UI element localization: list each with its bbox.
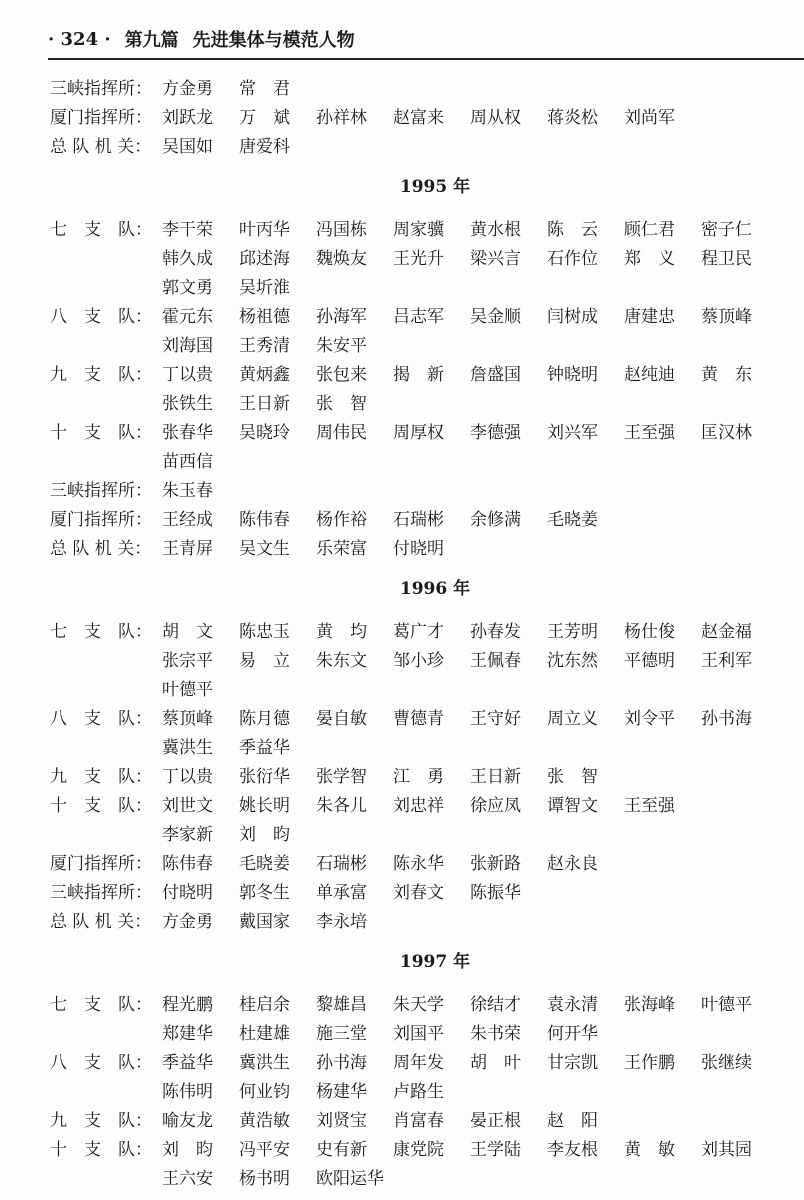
part-title: 先进集体与模范人物 bbox=[192, 30, 355, 51]
person-name: 张宗平 bbox=[162, 651, 213, 671]
person-name: 唐建忠 bbox=[624, 307, 675, 327]
person-name: 陈伟春 bbox=[239, 510, 290, 530]
name-list bbox=[162, 303, 778, 332]
name-list bbox=[162, 216, 778, 245]
person-name: 冯平安 bbox=[239, 1140, 290, 1160]
person-name: 赵富来 bbox=[393, 108, 444, 128]
person-name: 程光鹏 bbox=[162, 995, 213, 1015]
person-name: 郑建华 bbox=[162, 1024, 213, 1044]
person-name: 苗西信 bbox=[162, 452, 213, 472]
person-name: 刘忠祥 bbox=[393, 796, 444, 816]
person-name: 葛广才 bbox=[393, 622, 444, 642]
person-name: 杨作裕 bbox=[316, 510, 367, 530]
honor-roll bbox=[50, 75, 790, 1194]
person-name: 冀洪生 bbox=[239, 1053, 290, 1073]
person-name: 丁以贵 bbox=[162, 365, 213, 385]
name-list bbox=[162, 908, 393, 937]
person-name: 李友根 bbox=[547, 1140, 598, 1160]
roster-row bbox=[50, 991, 790, 1020]
person-name: 张铁生 bbox=[162, 394, 213, 414]
person-name: 张 智 bbox=[547, 767, 598, 787]
roster-row bbox=[50, 361, 790, 390]
person-name: 易 立 bbox=[239, 651, 290, 671]
person-name: 王六安 bbox=[162, 1169, 213, 1189]
person-name: 朱天学 bbox=[393, 995, 444, 1015]
roster-row bbox=[50, 216, 790, 245]
roster-row bbox=[50, 1136, 790, 1165]
person-name: 胡 叶 bbox=[470, 1053, 521, 1073]
person-name: 王日新 bbox=[470, 767, 521, 787]
name-list bbox=[162, 419, 778, 448]
person-name: 黄 敏 bbox=[624, 1140, 675, 1160]
unit-label: 三峡指挥所： bbox=[50, 883, 152, 903]
person-name: 石瑞彬 bbox=[316, 854, 367, 874]
person-name: 刘贤宝 bbox=[316, 1111, 367, 1131]
person-name: 张继续 bbox=[701, 1053, 752, 1073]
person-name: 陈伟春 bbox=[162, 854, 213, 874]
person-name: 石作位 bbox=[547, 249, 598, 269]
person-name: 吴金顺 bbox=[470, 307, 521, 327]
person-name: 刘春文 bbox=[393, 883, 444, 903]
roster-row bbox=[50, 104, 790, 133]
person-name: 朱安平 bbox=[316, 336, 367, 356]
roster-row bbox=[50, 1078, 790, 1107]
unit-label: 总 队 机 关： bbox=[50, 912, 152, 932]
roster-row bbox=[50, 303, 790, 332]
person-name: 付晓明 bbox=[162, 883, 213, 903]
name-list bbox=[162, 477, 239, 506]
person-name: 刘 昀 bbox=[239, 825, 290, 845]
name-list bbox=[162, 535, 470, 564]
roster-row bbox=[50, 821, 790, 850]
name-list bbox=[162, 1165, 393, 1194]
person-name: 闫树成 bbox=[547, 307, 598, 327]
person-name: 刘海国 bbox=[162, 336, 213, 356]
name-list bbox=[162, 133, 316, 162]
person-name: 王经成 bbox=[162, 510, 213, 530]
roster-row bbox=[50, 734, 790, 763]
person-name: 韩久成 bbox=[162, 249, 213, 269]
unit-label: 总 队 机 关： bbox=[50, 539, 152, 559]
person-name: 吴国如 bbox=[162, 137, 213, 157]
person-name: 赵永良 bbox=[547, 854, 598, 874]
name-list bbox=[162, 763, 624, 792]
person-name: 方金勇 bbox=[162, 79, 213, 99]
name-list bbox=[162, 1020, 624, 1049]
person-name: 袁永清 bbox=[547, 995, 598, 1015]
person-name: 徐结才 bbox=[470, 995, 521, 1015]
person-name: 孙海军 bbox=[316, 307, 367, 327]
person-name: 陈永华 bbox=[393, 854, 444, 874]
person-name: 郭冬生 bbox=[239, 883, 290, 903]
person-name: 吕志军 bbox=[393, 307, 444, 327]
roster-row bbox=[50, 792, 790, 821]
person-name: 刘其园 bbox=[701, 1140, 752, 1160]
person-name: 揭 新 bbox=[393, 365, 444, 385]
person-name: 陈振华 bbox=[470, 883, 521, 903]
person-name: 周家骥 bbox=[393, 220, 444, 240]
person-name: 李永培 bbox=[316, 912, 367, 932]
person-name: 黎雄昌 bbox=[316, 995, 367, 1015]
person-name: 王光升 bbox=[393, 249, 444, 269]
person-name: 蔡顶峰 bbox=[162, 709, 213, 729]
person-name: 吴圻淮 bbox=[239, 278, 290, 298]
name-list bbox=[162, 705, 778, 734]
roster-row bbox=[50, 676, 790, 705]
name-list bbox=[162, 332, 393, 361]
person-name: 甘宗凯 bbox=[547, 1053, 598, 1073]
person-name: 黄 均 bbox=[316, 622, 367, 642]
unit-label: 七 支 队： bbox=[50, 220, 152, 240]
person-name: 张海峰 bbox=[624, 995, 675, 1015]
person-name: 孙春发 bbox=[470, 622, 521, 642]
person-name: 周立义 bbox=[547, 709, 598, 729]
name-list bbox=[162, 850, 624, 879]
person-name: 吴文生 bbox=[239, 539, 290, 559]
unit-label: 十 支 队： bbox=[50, 1140, 152, 1160]
person-name: 王日新 bbox=[239, 394, 290, 414]
person-name: 王守好 bbox=[470, 709, 521, 729]
person-name: 施三堂 bbox=[316, 1024, 367, 1044]
person-name: 冀洪生 bbox=[162, 738, 213, 758]
person-name: 胡 文 bbox=[162, 622, 213, 642]
person-name: 沈东然 bbox=[547, 651, 598, 671]
person-name: 王秀清 bbox=[239, 336, 290, 356]
person-name: 蔡顶峰 bbox=[701, 307, 752, 327]
unit-label: 七 支 队： bbox=[50, 622, 152, 642]
person-name: 江 勇 bbox=[393, 767, 444, 787]
person-name: 桂启余 bbox=[239, 995, 290, 1015]
person-name: 谭智文 bbox=[547, 796, 598, 816]
roster-row bbox=[50, 133, 790, 162]
person-name: 赵金福 bbox=[701, 622, 752, 642]
person-name: 匡汉林 bbox=[701, 423, 752, 443]
roster-row bbox=[50, 1165, 790, 1194]
person-name: 唐爱科 bbox=[239, 137, 290, 157]
name-list bbox=[162, 821, 316, 850]
name-list bbox=[162, 104, 701, 133]
name-list bbox=[162, 1049, 778, 1078]
person-name: 蒋炎松 bbox=[547, 108, 598, 128]
person-name: 何开华 bbox=[547, 1024, 598, 1044]
person-name: 周伟民 bbox=[316, 423, 367, 443]
person-name: 张学智 bbox=[316, 767, 367, 787]
roster-row bbox=[50, 850, 790, 879]
person-name: 朱东文 bbox=[316, 651, 367, 671]
person-name: 单承富 bbox=[316, 883, 367, 903]
roster-row bbox=[50, 477, 790, 506]
roster-row bbox=[50, 908, 790, 937]
person-name: 孙祥林 bbox=[316, 108, 367, 128]
person-name: 刘令平 bbox=[624, 709, 675, 729]
person-name: 肖富春 bbox=[393, 1111, 444, 1131]
person-name: 常 君 bbox=[239, 79, 290, 99]
name-list bbox=[162, 506, 624, 535]
unit-label: 十 支 队： bbox=[50, 796, 152, 816]
person-name: 刘 昀 bbox=[162, 1140, 213, 1160]
person-name: 霍元东 bbox=[162, 307, 213, 327]
person-name: 杜建雄 bbox=[239, 1024, 290, 1044]
person-name: 毛晓姜 bbox=[239, 854, 290, 874]
person-name: 叶德平 bbox=[162, 680, 213, 700]
unit-label: 十 支 队： bbox=[50, 423, 152, 443]
unit-label: 九 支 队： bbox=[50, 365, 152, 385]
roster-row bbox=[50, 419, 790, 448]
person-name: 王佩春 bbox=[470, 651, 521, 671]
name-list bbox=[162, 618, 778, 647]
person-name: 曹德青 bbox=[393, 709, 444, 729]
person-name: 晏自敏 bbox=[316, 709, 367, 729]
person-name: 史有新 bbox=[316, 1140, 367, 1160]
person-name: 刘兴军 bbox=[547, 423, 598, 443]
roster-row bbox=[50, 1049, 790, 1078]
name-list bbox=[162, 1107, 624, 1136]
unit-label: 厦门指挥所： bbox=[50, 108, 152, 128]
unit-label: 三峡指挥所： bbox=[50, 79, 152, 99]
person-name: 朱玉春 bbox=[162, 481, 213, 501]
person-name: 魏焕友 bbox=[316, 249, 367, 269]
person-name: 叶丙华 bbox=[239, 220, 290, 240]
person-name: 李德强 bbox=[470, 423, 521, 443]
unit-label: 九 支 队： bbox=[50, 767, 152, 787]
year-heading: 1995 年 bbox=[399, 177, 471, 197]
person-name: 黄炳鑫 bbox=[239, 365, 290, 385]
roster-row bbox=[50, 274, 790, 303]
person-name: 赵 阳 bbox=[547, 1111, 598, 1131]
person-name: 顾仁君 bbox=[624, 220, 675, 240]
person-name: 卢路生 bbox=[393, 1082, 444, 1102]
roster-row bbox=[50, 763, 790, 792]
person-name: 李干荣 bbox=[162, 220, 213, 240]
roster-row bbox=[50, 332, 790, 361]
person-name: 晏正根 bbox=[470, 1111, 521, 1131]
person-name: 叶德平 bbox=[701, 995, 752, 1015]
name-list bbox=[162, 879, 547, 908]
person-name: 钟晓明 bbox=[547, 365, 598, 385]
person-name: 张新路 bbox=[470, 854, 521, 874]
year-heading: 1996 年 bbox=[399, 579, 471, 599]
person-name: 戴国家 bbox=[239, 912, 290, 932]
year-heading: 1997 年 bbox=[399, 952, 471, 972]
roster-row bbox=[50, 535, 790, 564]
person-name: 徐应凤 bbox=[470, 796, 521, 816]
person-name: 刘国平 bbox=[393, 1024, 444, 1044]
person-name: 季益华 bbox=[239, 738, 290, 758]
name-list bbox=[162, 991, 778, 1020]
person-name: 欧阳运华 bbox=[316, 1169, 384, 1189]
person-name: 程卫民 bbox=[701, 249, 752, 269]
person-name: 黄水根 bbox=[470, 220, 521, 240]
person-name: 何业钧 bbox=[239, 1082, 290, 1102]
person-name: 詹盛国 bbox=[470, 365, 521, 385]
person-name: 杨建华 bbox=[316, 1082, 367, 1102]
person-name: 周年发 bbox=[393, 1053, 444, 1073]
person-name: 刘跃龙 bbox=[162, 108, 213, 128]
person-name: 周厚权 bbox=[393, 423, 444, 443]
name-list bbox=[162, 734, 316, 763]
page-number: · 324 · bbox=[48, 28, 111, 50]
name-list bbox=[162, 448, 239, 477]
person-name: 张衍华 bbox=[239, 767, 290, 787]
roster-row bbox=[50, 618, 790, 647]
person-name: 密子仁 bbox=[701, 220, 752, 240]
person-name: 陈月德 bbox=[239, 709, 290, 729]
person-name: 陈 云 bbox=[547, 220, 598, 240]
name-list bbox=[162, 1078, 470, 1107]
person-name: 梁兴言 bbox=[470, 249, 521, 269]
name-list bbox=[162, 274, 316, 303]
person-name: 王至强 bbox=[624, 796, 675, 816]
unit-label: 九 支 队： bbox=[50, 1111, 152, 1131]
person-name: 王至强 bbox=[624, 423, 675, 443]
person-name: 付晓明 bbox=[393, 539, 444, 559]
roster-row bbox=[50, 879, 790, 908]
unit-label: 三峡指挥所： bbox=[50, 481, 152, 501]
page-header bbox=[48, 24, 804, 54]
person-name: 杨祖德 bbox=[239, 307, 290, 327]
unit-label: 八 支 队： bbox=[50, 709, 152, 729]
part-label: 第九篇 bbox=[124, 30, 179, 51]
person-name: 王青屏 bbox=[162, 539, 213, 559]
name-list bbox=[162, 1136, 778, 1165]
person-name: 孙书海 bbox=[316, 1053, 367, 1073]
person-name: 邹小珍 bbox=[393, 651, 444, 671]
unit-label: 八 支 队： bbox=[50, 307, 152, 327]
unit-label: 厦门指挥所： bbox=[50, 510, 152, 530]
person-name: 杨仕俊 bbox=[624, 622, 675, 642]
person-name: 邱述海 bbox=[239, 249, 290, 269]
person-name: 季益华 bbox=[162, 1053, 213, 1073]
person-name: 王作鹏 bbox=[624, 1053, 675, 1073]
header-rule bbox=[48, 58, 804, 60]
name-list bbox=[162, 361, 778, 390]
person-name: 吴晓玲 bbox=[239, 423, 290, 443]
person-name: 王芳明 bbox=[547, 622, 598, 642]
roster-row bbox=[50, 390, 790, 419]
unit-label: 八 支 队： bbox=[50, 1053, 152, 1073]
person-name: 毛晓姜 bbox=[547, 510, 598, 530]
person-name: 张包来 bbox=[316, 365, 367, 385]
person-name: 余修满 bbox=[470, 510, 521, 530]
person-name: 张 智 bbox=[316, 394, 367, 414]
name-list bbox=[162, 75, 316, 104]
person-name: 王学陆 bbox=[470, 1140, 521, 1160]
person-name: 孙书海 bbox=[701, 709, 752, 729]
person-name: 黄 东 bbox=[701, 365, 752, 385]
person-name: 冯国栋 bbox=[316, 220, 367, 240]
person-name: 丁以贵 bbox=[162, 767, 213, 787]
person-name: 朱各儿 bbox=[316, 796, 367, 816]
roster-row bbox=[50, 1020, 790, 1049]
person-name: 康党院 bbox=[393, 1140, 444, 1160]
person-name: 杨书明 bbox=[239, 1169, 290, 1189]
person-name: 刘尚军 bbox=[624, 108, 675, 128]
name-list bbox=[162, 390, 393, 419]
roster-row bbox=[50, 506, 790, 535]
person-name: 李家新 bbox=[162, 825, 213, 845]
person-name: 石瑞彬 bbox=[393, 510, 444, 530]
name-list bbox=[162, 245, 778, 274]
person-name: 陈忠玉 bbox=[239, 622, 290, 642]
unit-label: 厦门指挥所： bbox=[50, 854, 152, 874]
person-name: 赵纯迪 bbox=[624, 365, 675, 385]
unit-label: 总 队 机 关： bbox=[50, 137, 152, 157]
roster-row bbox=[50, 448, 790, 477]
person-name: 陈伟明 bbox=[162, 1082, 213, 1102]
person-name: 方金勇 bbox=[162, 912, 213, 932]
name-list bbox=[162, 647, 778, 676]
person-name: 万 斌 bbox=[239, 108, 290, 128]
name-list bbox=[162, 792, 701, 821]
roster-row bbox=[50, 647, 790, 676]
person-name: 朱书荣 bbox=[470, 1024, 521, 1044]
roster-row bbox=[50, 1107, 790, 1136]
person-name: 乐荣富 bbox=[316, 539, 367, 559]
person-name: 郑 义 bbox=[624, 249, 675, 269]
roster-row bbox=[50, 705, 790, 734]
person-name: 黄浩敏 bbox=[239, 1111, 290, 1131]
person-name: 张春华 bbox=[162, 423, 213, 443]
roster-row bbox=[50, 75, 790, 104]
unit-label: 七 支 队： bbox=[50, 995, 152, 1015]
person-name: 王利军 bbox=[701, 651, 752, 671]
person-name: 郭文勇 bbox=[162, 278, 213, 298]
name-list bbox=[162, 676, 239, 705]
roster-row bbox=[50, 245, 790, 274]
person-name: 刘世文 bbox=[162, 796, 213, 816]
person-name: 周从权 bbox=[470, 108, 521, 128]
person-name: 喻友龙 bbox=[162, 1111, 213, 1131]
person-name: 姚长明 bbox=[239, 796, 290, 816]
person-name: 平德明 bbox=[624, 651, 675, 671]
